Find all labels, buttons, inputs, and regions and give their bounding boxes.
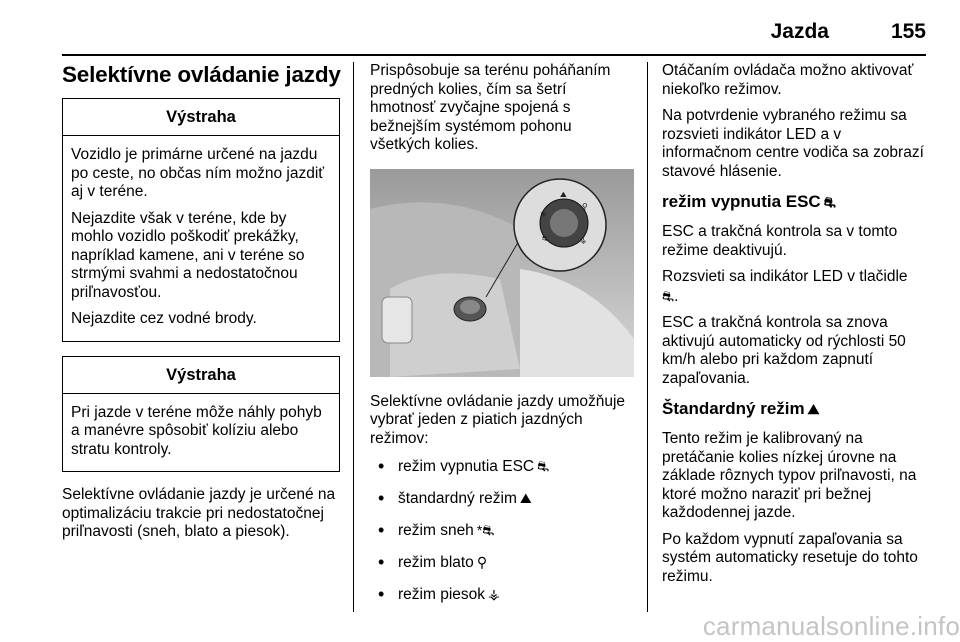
warning-text: Nejazdite cez vodné brody.: [71, 310, 257, 327]
header-rule: [62, 54, 926, 56]
warning-body: [63, 394, 339, 472]
esc-off-icon: ⛐: [823, 194, 836, 210]
column-1: [62, 62, 340, 550]
esc-off-heading: režim vypnutia ESC ⛐: [662, 192, 836, 211]
warning-text: Nejazdite však v teréne, kde by mohlo vozidlo poškodiť prekážky, napríklad kamene, ani v teréne so strmými svahmi a nedostatočnou priľnavosťou.: [71, 209, 305, 301]
warning-box-2: [62, 356, 340, 473]
warning-title: Výstraha: [63, 357, 339, 394]
list-item: • štandardný režim ⛰: [370, 488, 634, 509]
body-paragraph: ESC a trakčná kontrola sa znova aktivujú automaticky od rýchlosti 50 km/h alebo pri každom zapnutí zapaľovania.: [662, 314, 906, 387]
mud-mode-icon: ⚲: [476, 554, 488, 570]
sand-mode-icon: ⚶: [488, 586, 500, 602]
list-item: • režim blato ⚲: [370, 552, 634, 573]
warning-text: Vozidlo je primárne určené na jazdu po ceste, no občas ním možno jazdiť aj v teréne.: [71, 146, 325, 200]
watermark: carmanualsonline.info: [702, 611, 960, 641]
body-paragraph: Selektívne ovládanie jazdy umožňuje vybrať jeden z piatich jazdných režimov:: [370, 392, 626, 447]
esc-off-icon: ⛐: [537, 458, 550, 474]
mode-icon-sand: ⚶: [580, 235, 587, 245]
standard-mode-heading: Štandardný režim ⛰: [662, 399, 820, 418]
column-3: [662, 62, 930, 594]
body-paragraph: Po každom vypnutí zapaľovania sa systém automaticky resetuje do tohto režimu.: [662, 530, 918, 585]
knob-zoom-center: [550, 209, 578, 237]
mode-icon-mud: ⚲: [582, 201, 588, 211]
snow-mode-icon: *⛐: [476, 522, 495, 538]
mode-icon-esc: ⛐: [542, 233, 549, 243]
knob-top: [460, 300, 480, 314]
warning-body: [63, 136, 339, 341]
section-title: Selektívne ovládanie jazdy: [62, 62, 341, 87]
list-item: • režim sneh *⛐: [370, 520, 634, 541]
warning-box-1: [62, 98, 340, 342]
page-number: 155: [890, 20, 926, 43]
body-paragraph: Selektívne ovládanie jazdy je určené na optimalizáciu trakcie pri nedostatočnej priľnavosti (sneh, blato a piesok).: [62, 486, 336, 540]
warning-text: Pri jazde v teréne môže náhly pohyb a manévre spôsobiť kolíziu alebo stratu kontroly.: [71, 403, 322, 458]
column-divider-2: [647, 62, 648, 612]
modes-list: [370, 456, 634, 605]
column-2: [370, 62, 634, 616]
page-header: [0, 0, 960, 60]
list-item: • režim vypnutia ESC ⛐: [370, 456, 634, 477]
chapter-title: Jazda: [770, 20, 829, 43]
selective-ride-control-figure: [370, 169, 634, 377]
warning-title: Výstraha: [63, 99, 339, 136]
standard-mode-icon: ⛰: [807, 401, 820, 417]
body-paragraph: Tento režim je kalibrovaný na pretáčanie kolies nízkej úrovne na základe rôznych typov priľnavosti, na ktoré možno naraziť pri bežnej každodennej jazde.: [662, 430, 917, 521]
body-paragraph: ESC a trakčná kontrola sa v tomto režime deaktivujú.: [662, 223, 898, 259]
body-paragraph: Prispôsobuje sa terénu poháňaním predných kolies, čím sa šetrí hmotnosť zvyčajne spojená s bežnejším systémom pohonu všetkých kolies.: [370, 62, 611, 153]
column-divider-1: [353, 62, 354, 612]
mode-icon-standard: ⛰: [560, 189, 567, 199]
body-paragraph: Rozsvieti sa indikátor LED v tlačidle ⛐.: [662, 268, 908, 305]
side-button: [382, 297, 412, 343]
list-item: • režim piesok ⚶: [370, 584, 634, 605]
standard-mode-icon: ⛰: [519, 490, 532, 506]
body-paragraph: Na potvrdenie vybraného režimu sa rozsvieti indikátor LED a v informačnom centre vodiča sa zobrazí stavové hlásenie.: [662, 107, 924, 180]
body-paragraph: Otáčaním ovládača možno aktivovať niekoľko režimov.: [662, 62, 914, 98]
mode-icon-snow: ❄: [540, 209, 547, 219]
led-icon: ⛐: [662, 287, 675, 304]
